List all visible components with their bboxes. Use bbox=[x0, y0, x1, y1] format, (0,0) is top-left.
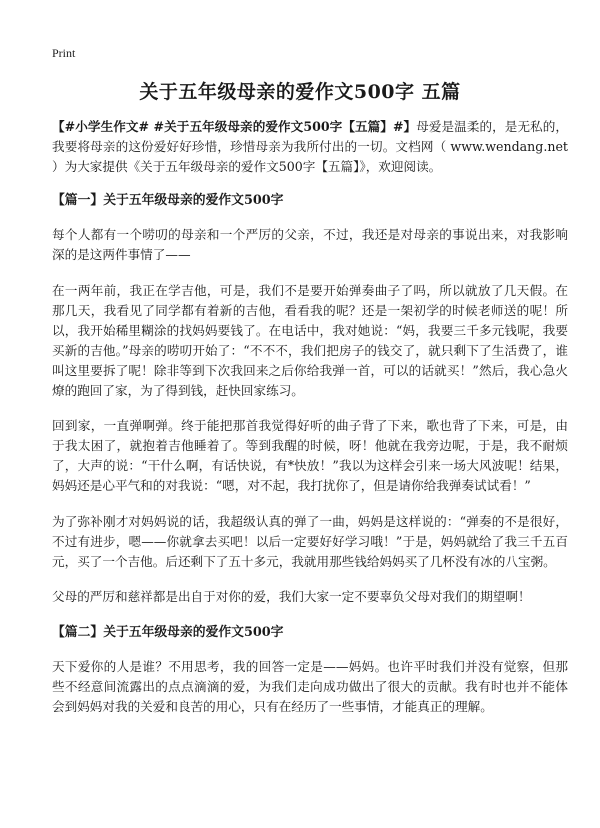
article-body bbox=[52, 117, 568, 732]
paragraph: 每个人都有一个唠叨的母亲和一个严厉的父亲，不过，我还是对母亲的事说出来，对我影响深的是这两件事情了—— bbox=[52, 227, 568, 262]
paragraph: 在一两年前，我正在学吉他，可是，我们不是要开始弹奏曲子了吗，所以就放了几天假。在那几天，我看见了同学都有着新的吉他，看看我的呢？还是一架初学的时候老师送的呢！所以，我开始稀里糊涂的找妈妈要钱了。在电话中，我对她说：“妈，我要三千多元钱呢，我要买新的吉他。”母亲的唠叨开始了：“不不不，我们把房子的钱交了，就只剩下了生活费了，谁叫这里要拆了呢！除非等到下次我回来之后你给我弹一首，可以的话就买！”然后，我心急火燎的跑回了家，为了得到钱，赶快回家练习。 bbox=[52, 282, 568, 398]
section-heading-1: 【篇一】关于五年级母亲的爱作文500字 bbox=[52, 193, 284, 208]
paragraph: 父母的严厉和慈祥都是出自于对你的爱，我们大家一定不要辜负父母对我们的期望啊！ bbox=[52, 589, 531, 604]
intro-text: 母爱是温柔的，是无私的，我要将母亲的这份爱好好珍惜，珍惜母亲为我所付出的一切。文档网（ www.wendang.net ）为大家提供《关于五年级母亲的爱作文500字【五篇】》，欢迎阅读。 bbox=[52, 119, 569, 174]
paragraph: 天下爱你的人是谁？不用思考，我的回答一定是——妈妈。也许平时我们并没有觉察，但那些不经意间流露出的点点滴滴的爱，为我们走向成功做出了很大的贡献。我有时也并不能体会到妈妈对我的关爱和良苦的用心，只有在经历了一些事情，才能真正的理解。 bbox=[52, 658, 568, 714]
print-link[interactable]: Print bbox=[52, 46, 76, 60]
paragraph: 回到家，一直弹啊弹。终于能把那首我觉得好听的曲子背了下来，歌也背了下来，可是，由于我太困了，就抱着吉他睡着了。等到我醒的时候，呀！他就在我旁边呢，于是，我不耐烦了，大声的说：“干什么啊，有话快说，有*快放！”我以为这样会引来一场大风波呢！结果，妈妈还是心平气和的对我说：“嗯，对不起，我打扰你了，但是请你给我弹奏试试看！” bbox=[52, 418, 568, 493]
paragraph: 为了弥补刚才对妈妈说的话，我超级认真的弹了一曲，妈妈是这样说的：“弹奏的不是很好，不过有进步，嗯——你就拿去买吧！以后一定要好好学习哦！”于是，妈妈就给了我三千五百元，买了一个吉他。后还剩下了五十多元，我就用那些钱给妈妈买了几杯没有冰的八宝粥。 bbox=[52, 513, 568, 569]
intro-tag: 【#小学生作文# #关于五年级母亲的爱作文500字【五篇】#】 bbox=[52, 119, 417, 134]
page-title: 关于五年级母亲的爱作文500字 五篇 bbox=[139, 81, 461, 103]
intro-paragraph bbox=[52, 117, 568, 177]
section-heading-2: 【篇二】关于五年级母亲的爱作文500字 bbox=[52, 624, 284, 640]
